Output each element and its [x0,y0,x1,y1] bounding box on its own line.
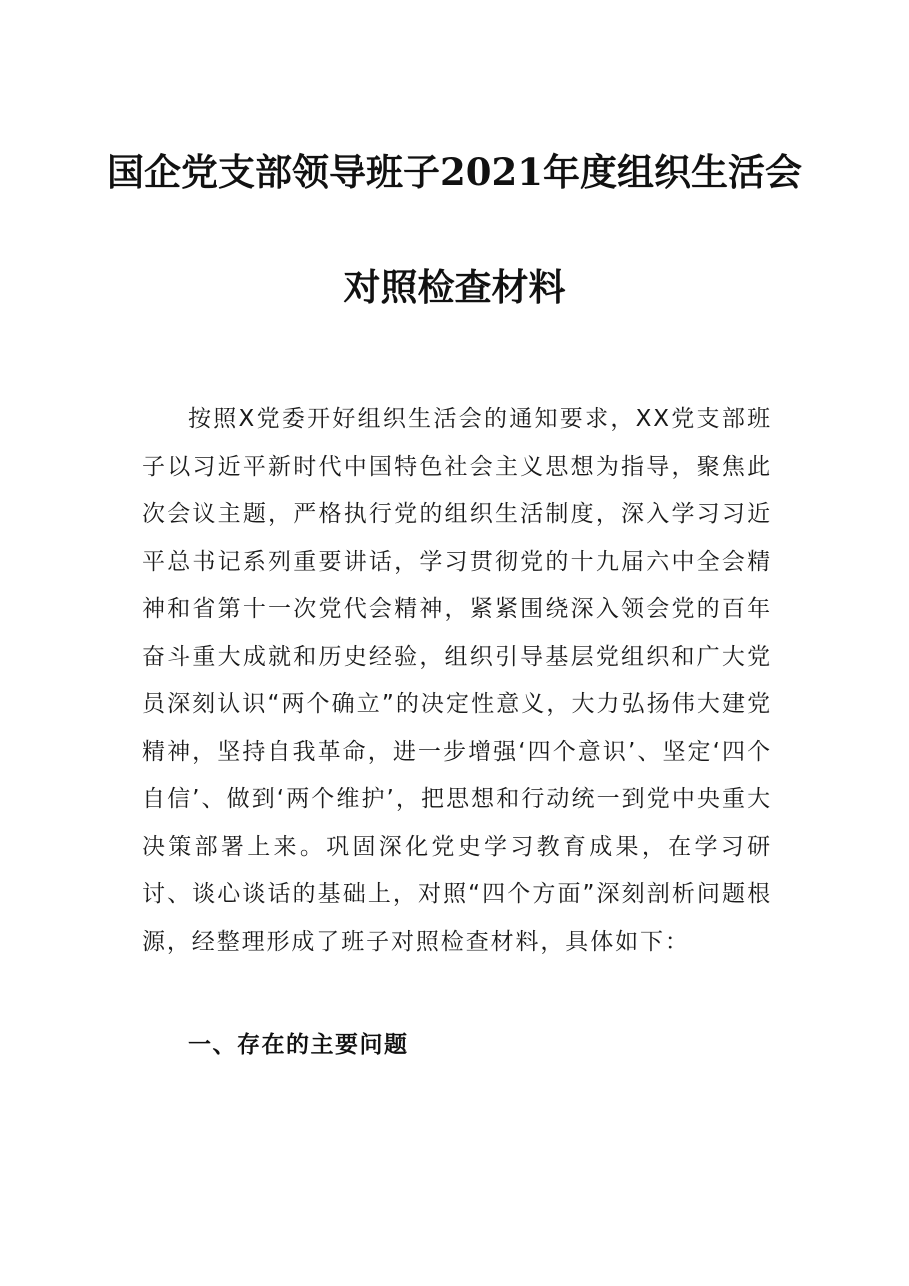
section-heading-main-problems: 一、存在的主要问题 [188,1031,409,1058]
intro-paragraph: 按照X党委开好组织生活会的通知要求，XX党支部班子以习近平新时代中国特色社会主义思想为指导，聚焦此次会议主题，严格执行党的组织生活制度，深入学习习近平总书记系列重要讲话，学习贯彻党的十九届六中全会精神和省第十一次党代会精神，紧紧围绕深入领会党的百年奋斗重大成就和历史经验，组织引导基层党组织和广大党员深刻认识“两个确立”的决定性意义，大力弘扬伟大建党精神，坚持自我革命，进一步增强‘四个意识’、坚定‘四个自信’、做到‘两个维护’，把思想和行动统一到党中央重大决策部署上来。巩固深化党史学习教育成果，在学习研讨、谈心谈话的基础上，对照“四个方面”深刻剖析问题根源，经整理形成了班子对照检查材料，具体如下： [142,406,772,955]
document-title-line-1: 国企党支部领导班子2021年度组织生活会 [107,150,802,194]
document-title-line-2: 对照检查材料 [343,265,566,309]
